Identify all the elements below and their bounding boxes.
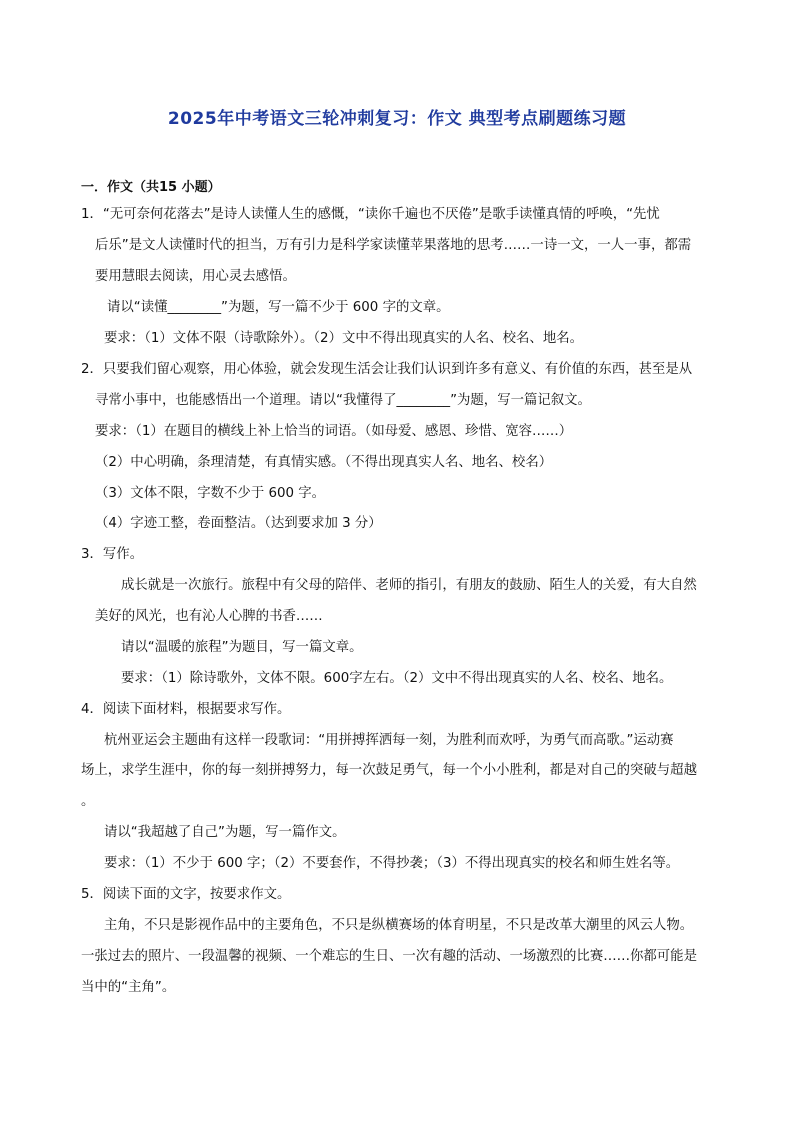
q4-line: 4．阅读下面材料，根据要求写作。 — [81, 702, 291, 717]
q3-requirements: 要求：（1）除诗歌外，文体不限。600字左右。（2）文中不得出现真实的人名、校名、地名。 — [121, 671, 673, 686]
q1-line: 要用慧眼去阅读，用心灵去感悟。 — [95, 269, 296, 284]
q3-line: 3．写作。 — [81, 547, 144, 562]
q1-prompt: 请以“读懂________”为题，写一篇不少于 600 字的文章。 — [107, 300, 450, 315]
q5-line: 5．阅读下面的文字，按要求作文。 — [81, 887, 291, 902]
q3-material: 美好的风光，也有沁人心脾的书香…… — [95, 609, 323, 624]
q2-line: 寻常小事中，也能感悟出一个道理。请以“我懂得了________”为题，写一篇记叙文。 — [95, 393, 591, 408]
q2-line: 2．只要我们留心观察，用心体验，就会发现生活会让我们认识到许多有意义、有价值的东西，甚至是从 — [81, 362, 693, 377]
section-heading: 一．作文（共15 小题） — [81, 180, 221, 195]
page-title: 2025年中考语文三轮冲刺复习：作文 典型考点刷题练习题 — [167, 109, 627, 129]
q3-material: 成长就是一次旅行。旅程中有父母的陪伴、老师的指引，有朋友的鼓励、陌生人的关爱，有大自然 — [121, 578, 697, 593]
q4-requirements: 要求：（1）不少于 600 字；（2）不要套作，不得抄袭；（3）不得出现真实的校名和师生姓名等。 — [104, 856, 680, 871]
q1-requirements: 要求：（1）文体不限（诗歌除外）。（2）文中不得出现真实的人名、校名、地名。 — [104, 331, 583, 346]
q2-requirement: （4）字迹工整，卷面整洁。（达到要求加 3 分） — [95, 516, 382, 531]
q2-requirements: 要求：（1）在题目的横线上补上恰当的词语。（如母爱、感恩、珍惜、宽容……） — [95, 424, 573, 439]
q5-material: 主角，不只是影视作品中的主要角色，不只是纵横赛场的体育明星，不只是改革大潮里的风云人物。 — [104, 918, 694, 933]
q4-material: 杭州亚运会主题曲有这样一段歌词：“用拼搏挥洒每一刻，为胜利而欢呼，为勇气而高歌。”运动赛 — [104, 733, 674, 748]
q2-requirement: （2）中心明确，条理清楚，有真情实感。（不得出现真实人名、地名、校名） — [95, 455, 553, 470]
q2-requirement: （3）文体不限，字数不少于 600 字。 — [95, 486, 326, 501]
q1-line: 1．“无可奈何花落去”是诗人读懂人生的感慨，“读你千遍也不厌倦”是歌手读懂真情的呼唤，“先忧 — [81, 207, 660, 222]
q1-line: 后乐”是文人读懂时代的担当，万有引力是科学家读懂苹果落地的思考……一诗一文，一人一事，都需 — [95, 238, 692, 253]
q4-prompt: 请以“我超越了自己”为题，写一篇作文。 — [104, 825, 346, 840]
q4-material: 场上，求学生涯中，你的每一刻拼搏努力，每一次鼓足勇气，每一个小小胜利，都是对自己的突破与超越 — [81, 763, 697, 778]
q5-material: 当中的“主角”。 — [81, 980, 176, 995]
q4-material: 。 — [81, 794, 95, 809]
q3-prompt: 请以“温暖的旅程”为题目，写一篇文章。 — [121, 640, 363, 655]
q5-material: 一张过去的照片、一段温馨的视频、一个难忘的生日、一次有趣的活动、一场激烈的比赛……你都可能是 — [81, 949, 697, 964]
